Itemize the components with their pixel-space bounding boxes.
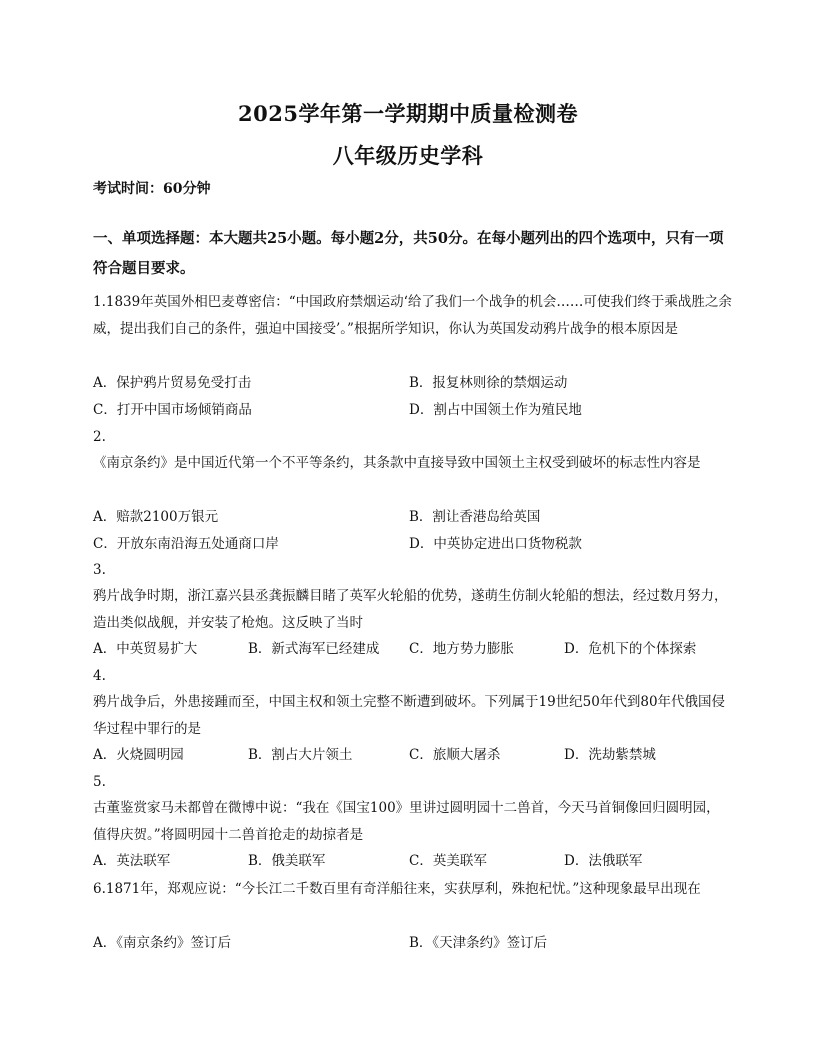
question-1-option-a: A．保护鸦片贸易免受打击 (93, 375, 252, 391)
question-1-option-d: D．割占中国领土作为殖民地 (409, 402, 582, 418)
exam-time: 考试时间：60分钟 (93, 181, 211, 197)
question-3-stem: 鸦片战争时期，浙江嘉兴县丞龚振麟目睹了英军火轮船的优势，遂萌生仿制火轮船的想法，经过数月努力，造出类似战舰，并安装了枪炮。这反映了当时 (93, 588, 728, 631)
question-5-options-row (93, 848, 733, 874)
question-5-option-c: C．英美联军 (409, 853, 487, 869)
question-5-option-d: D．法俄联军 (564, 853, 643, 869)
question-3-option-c: C．地方势力膨胀 (409, 641, 514, 657)
question-5-option-b: B．俄美联军 (248, 853, 326, 869)
question-1-options-row-1 (93, 370, 733, 396)
question-6-options-row (93, 930, 733, 956)
question-2-stem: 《南京条约》是中国近代第一个不平等条约，其条款中直接导致中国领土主权受到破坏的标志性内容是 (93, 455, 701, 471)
question-5-number: 5. (93, 774, 106, 790)
question-3-options-row (93, 636, 733, 662)
question-1-options-row-2 (93, 397, 733, 423)
question-6-stem: 6.1871年，郑观应说：“今长江二千数百里有奇洋船往来，实获厚利，殊抱杞忧。”这种现象最早出现在 (93, 881, 701, 897)
question-4-option-a: A．火烧圆明园 (93, 747, 184, 763)
exam-title: 2025学年第一学期期中质量检测卷 (238, 101, 578, 126)
question-2-options-row-2 (93, 531, 733, 557)
exam-subtitle: 八年级历史学科 (332, 143, 484, 168)
question-2-option-d: D．中英协定进出口货物税款 (409, 536, 582, 552)
question-5-stem: 古董鉴赏家马未都曾在微博中说：“我在《国宝100》里讲过圆明园十二兽首，今天马首铜像回归圆明园，值得庆贺。”将圆明园十二兽首抢走的劫掠者是 (93, 800, 720, 843)
question-1-stem: 1.1839年英国外相巴麦尊密信：“中国政府禁烟运动‘给了我们一个战争的机会……可使我们终于乘战胜之余威，提出我们自己的条件，强迫中国接受’。”根据所学知识，你认为英国发动鸦片战争的根本原因是 (93, 294, 732, 337)
question-6-option-b: B．《天津条约》签订后 (409, 935, 548, 951)
question-3-option-b: B．新式海军已经建成 (248, 641, 380, 657)
question-4-option-c: C．旅顺大屠杀 (409, 747, 501, 763)
question-2-option-c: C．开放东南沿海五处通商口岸 (93, 536, 279, 552)
question-2-options-row-1 (93, 504, 733, 530)
question-3-option-d: D．危机下的个体探索 (564, 641, 697, 657)
question-3-number: 3. (93, 562, 106, 578)
question-4-stem: 鸦片战争后，外患接踵而至，中国主权和领土完整不断遭到破坏。下列属于19世纪50年代到80年代俄国侵华过程中罪行的是 (93, 694, 726, 737)
question-5-option-a: A．英法联军 (93, 853, 171, 869)
question-2-option-a: A．赔款2100万银元 (93, 509, 219, 525)
question-2-option-b: B．割让香港岛给英国 (409, 509, 541, 525)
question-1-option-c: C．打开中国市场倾销商品 (93, 402, 252, 418)
question-4-options-row (93, 742, 733, 768)
question-6-option-a: A．《南京条约》签订后 (93, 935, 231, 951)
question-4-option-d: D．洗劫紫禁城 (564, 747, 656, 763)
question-4-option-b: B．割占大片领土 (248, 747, 353, 763)
section-heading: 一、单项选择题：本大题共25小题。每小题2分，共50分。在每小题列出的四个选项中，只有一项符合题目要求。 (93, 230, 724, 277)
question-4-number: 4. (93, 668, 106, 684)
question-2-number: 2. (93, 429, 106, 445)
question-1-option-b: B．报复林则徐的禁烟运动 (409, 375, 568, 391)
question-3-option-a: A．中英贸易扩大 (93, 641, 198, 657)
